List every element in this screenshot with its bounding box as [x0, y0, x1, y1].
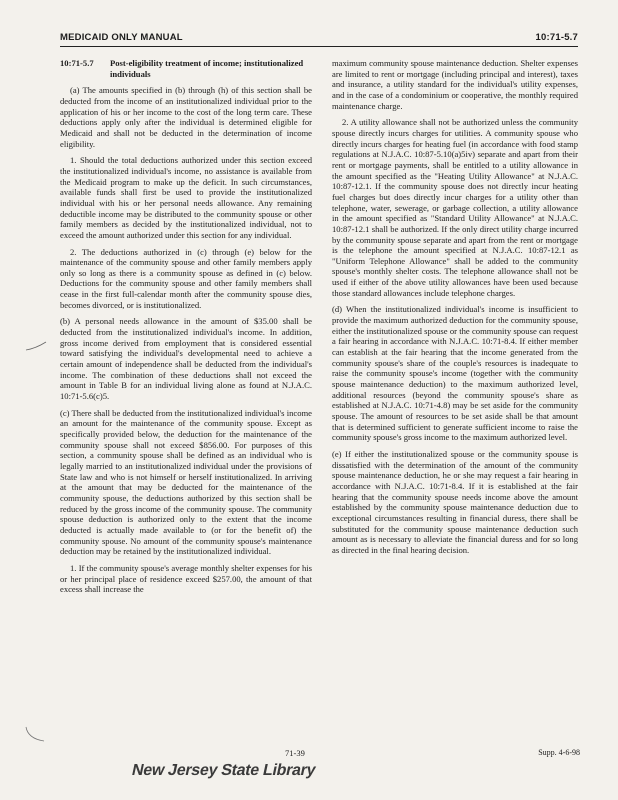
running-header: [60, 32, 578, 47]
paragraph-c2: 2. A utility allowance shall not be authorized unless the community spouse directly incurs charges for utilities. A community spouse who directly incurs charges for heating fuel (in accordance with food stamp regulations at N.J.A.C. 10:87-5.10(a)5iv) separate and apart from their rent or mortgage payments, shall be entitled to a utility allowance in the amount specified as the "Heating Utility Allowance" at N.J.A.C. 10:87-12.1. If the community spouse does not directly incur heating fuel charges but does directly incur charges for a utility other than telephone, water, sewerage, or garbage collection, a utility allowance in the amount specified as "Standard Utility Allowance" at N.J.A.C. 10:87-12.1 shall be authorized. If the only direct utility charge incurred by the community spouse separate and apart from the rent or mortgage is the telephone the amount specified at N.J.A.C. 10:87-12.1 as "Uniform Telephone Allowance" shall be added to the community spouse's monthly shelter costs. The telephone allowance shall not be used if either of the above utility allowances have been used because those standard allowances include telephone charges.: [332, 117, 578, 298]
margin-bracket-mark: [22, 725, 48, 745]
section-title: Post-eligibility treatment of income; institutionalized individuals: [110, 58, 304, 79]
paragraph-c: (c) There shall be deducted from the institutionalized individual's income an amount for the maintenance of the community spouse. Except as specifically provided below, the deduction for the maintenance of the community spouse shall not exceed $856.00. For purposes of this section, a community spouse shall be defined as an individual who is legally married to an institutionalized individual under the provisions of State law and who is not himself or herself institutionalized. In arriving at the amount that may be deducted for the maintenance of the community spouse, the deductions authorized by this section shall be reduced by the gross income of the community spouse. The community spouse deduction is authorized only to the extent that the income deducted is actually made available to (or for the benefit of) the community spouse. No amount of the community spouse's maintenance deduction may be retained by the institutionalized individual.: [60, 407, 312, 557]
paragraph-e: (e) If either the institutionalized spouse or the community spouse is dissatisfied with the determination of the amount of the community spouse maintenance deduction, he or she may request a fair hearing in accordance with N.J.A.C. 10:71-8.4. If it is established at the fair hearing that the community spouse needs income above the amount established by the community spouse maintenance deduction due to exceptional circumstances resulting in financial duress, there shall be substituted for the community spouse maintenance deduction such amount as is necessary to alleviate the financial duress and for so long as directed in the final hearing decision.: [332, 448, 578, 555]
paragraph-a2: 2. The deductions authorized in (c) through (e) below for the maintenance of the community spouse and other family members apply only so long as there is a community spouse as defined in (c) below. Deductions for the community spouse and other family members shall cease in the first full-calendar month after the community spouse dies, becomes divorced, or is institutionalized.: [60, 246, 312, 310]
margin-pen-mark: [24, 340, 50, 354]
supplement-date: Supp. 4-6-98: [538, 748, 580, 757]
paragraph-c1: 1. If the community spouse's average monthly shelter expenses for his or her principal place of residence exceed $257.00, the amount of that excess shall increase the: [60, 562, 312, 595]
right-column: [332, 58, 578, 562]
paragraph-c1-continued: maximum community spouse maintenance deduction. Shelter expenses are limited to rent or mortgage (including principal and interest), taxes and insurance, a utility standard for the individual's utility expenses, and in the case of a condominium or cooperative, the monthly required maintenance charge.: [332, 58, 578, 111]
section-heading: [60, 58, 312, 79]
section-number: 10:71-5.7: [60, 58, 94, 68]
header-section-number: 10:71-5.7: [535, 32, 578, 43]
paragraph-b: (b) A personal needs allowance in the amount of $35.00 shall be deducted from the institutionalized individual's income. In addition, gross income derived from employment that is considered essential toward satisfying the individual's developmental need to achieve a certain amount of independence shall be deducted from the individual's income. The combination of these deductions shall not exceed the amount in Table B for an individual living alone as found at N.J.A.C. 10:71-5.6(c)5.: [60, 316, 312, 402]
paragraph-d: (d) When the institutionalized individual's income is insufficient to provide the maximum authorized deduction for the community spouse, either the institutionalized spouse or the community spouse can request a fair hearing in accordance with N.J.A.C. 10:71-8.4. If either member can establish at the fair hearing that the income generated from the community spouse's share of the couple's resources is inadequate to raise the community spouse's income (together with the community spouse maintenance deduction) to the maximum authorized level, additional resources (beyond the community spouse's share as established at N.J.A.C. 10:71-4.8) may be set aside for the community spouse. The amount of resources to be set aside shall be that amount that is determined sufficient to generate sufficient income to raise the community spouse's gross income to the maximum authorized level.: [332, 304, 578, 443]
paragraph-a1: 1. Should the total deductions authorized under this section exceed the institutionalized individual's income, no assistance is available from the Medicaid program to make up the deficit. In such circumstances, available funds shall first be used to provide the institutionalized individual with his or her personal needs allowance. Any remaining deductible income may be distributed to the community spouse or other family members as decided by the institutionalized individual, not to exceed the amount authorized under this section for any individual.: [60, 155, 312, 240]
paragraph-a: (a) The amounts specified in (b) through (h) of this section shall be deducted from the income of an institutionalized individual prior to the application of his or her income to the cost of the long term care. These deductions apply only after the individual is determined eligible for Medicaid and shall not be deducted in the determination of income eligibility.: [60, 85, 312, 149]
page-number: 71-39: [285, 748, 305, 758]
library-stamp: New Jersey State Library: [130, 762, 318, 779]
left-column: [60, 58, 312, 601]
manual-title: MEDICAID ONLY MANUAL: [60, 32, 183, 43]
